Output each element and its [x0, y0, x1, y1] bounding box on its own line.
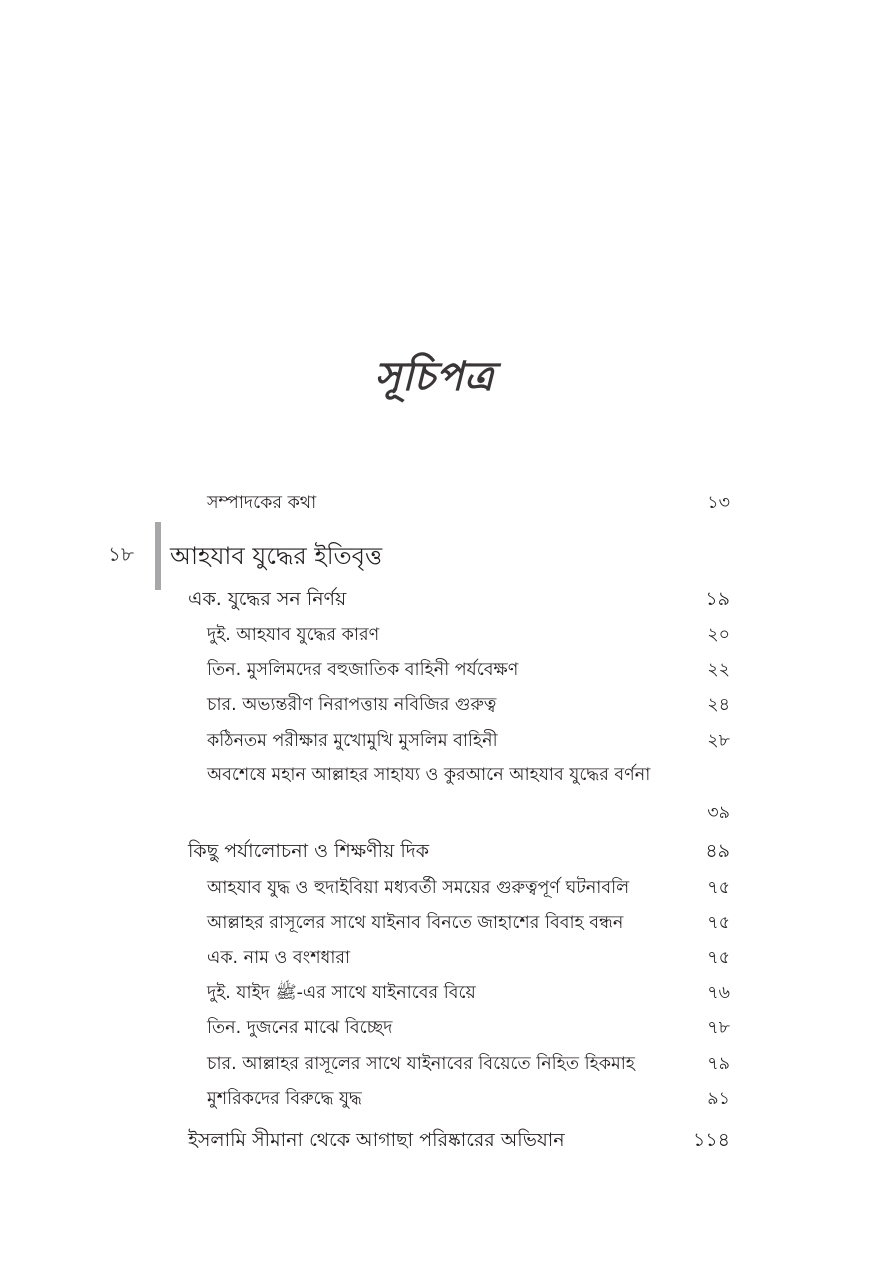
toc-entry[interactable]: [207, 944, 730, 974]
toc-entry[interactable]: [207, 1014, 730, 1044]
toc-entry[interactable]: [207, 874, 730, 904]
toc-entry-text: মুশরিকদের বিরুদ্ধে যুদ্ধ: [207, 1088, 362, 1109]
toc-entry[interactable]: [207, 489, 730, 519]
toc-entry-text: আহযাব যুদ্ধ ও হুদাইবিয়া মধ্যবর্তী সময়ের গুরুত্বপূর্ণ ঘটনাবলি: [207, 877, 630, 898]
toc-entry-page: ১৩: [707, 492, 730, 513]
toc-entry-page: ৯১: [707, 1088, 730, 1109]
toc-entry-text: তিন. মুসলিমদের বহুজাতিক বাহিনী পর্যবেক্ষণ: [207, 659, 519, 680]
toc-entry[interactable]: [207, 727, 730, 757]
toc-entry-text: চার. আল্লাহর রাসূলের সাথে যাইনাবের বিয়েতে নিহিত হিকমাহ: [207, 1053, 635, 1074]
chapter-heading: আহযাব যুদ্ধের ইতিবৃত্ত: [170, 542, 383, 570]
toc-entry-text: আল্লাহর রাসূলের সাথে যাইনাব বিনতে জাহাশের বিবাহ বন্ধন: [207, 912, 624, 933]
toc-entry-text: কঠিনতম পরীক্ষার মুখোমুখি মুসলিম বাহিনী: [207, 730, 498, 751]
toc-entry[interactable]: [207, 691, 730, 721]
toc-entry[interactable]: [207, 656, 730, 686]
toc-entry[interactable]: [207, 621, 730, 651]
toc-entry-page: ১৯: [705, 588, 730, 610]
toc-entry-text: দুই. আহযাব যুদ্ধের কারণ: [207, 624, 380, 645]
toc-entry-page: ৭৫: [707, 912, 730, 933]
toc-entry[interactable]: [207, 979, 730, 1009]
toc-entry-text: চার. অভ্যন্তরীণ নিরাপত্তায় নবিজির গুরুত্ব: [207, 694, 497, 715]
toc-entry-text: এক. নাম ও বংশধারা: [207, 947, 351, 968]
toc-entry-page: ৭৬: [707, 982, 730, 1003]
toc-entry-text: তিন. দুজনের মাঝে বিচ্ছেদ: [207, 1017, 393, 1038]
toc-entry-page: ৭৯: [707, 1053, 730, 1074]
page-title: সূচিপত্র: [374, 353, 495, 400]
toc-entry-text: কিছু পর্যালোচনা ও শিক্ষণীয় দিক: [188, 840, 430, 862]
toc-entry-page: ৭৫: [707, 947, 730, 968]
toc-entry[interactable]: [188, 838, 730, 868]
toc-entry[interactable]: [188, 586, 730, 616]
toc-entry-page: ৭৮: [707, 1017, 730, 1038]
toc-entry-text: সম্পাদকের কথা: [207, 492, 317, 513]
toc-entry-page: ৪৯: [705, 840, 730, 862]
toc-entry-page: ১১৪: [693, 1129, 730, 1151]
toc-entry-text: এক. যুদ্ধের সন নির্ণয়: [188, 588, 347, 610]
toc-entry-wrapped-text[interactable]: অবশেষে মহান আল্লাহর সাহায্য ও কুরআনে আহযাব যুদ্ধের বর্ণনা: [207, 765, 651, 785]
toc-entry[interactable]: [207, 909, 730, 939]
toc-entry-page: ৭৫: [707, 877, 730, 898]
side-page-number: ১৮: [108, 542, 134, 566]
toc-entry[interactable]: [207, 1085, 730, 1115]
toc-entry-page: ২২: [707, 659, 730, 680]
toc-entry-page: ২০: [707, 624, 730, 645]
toc-entry-text: ইসলামি সীমানা থেকে আগাছা পরিষ্কারের অভিযান: [188, 1129, 565, 1151]
toc-entry[interactable]: [188, 1127, 730, 1157]
toc-entry-page: ২৮: [707, 730, 730, 751]
toc-entry-page: ২৪: [707, 694, 730, 715]
toc-entry[interactable]: [207, 1050, 730, 1080]
toc-entry-wrapped-page: ৩৯: [707, 803, 730, 823]
toc-entry-text: দুই. যাইদ ﷺ-এর সাথে যাইনাবের বিয়ে: [207, 982, 476, 1003]
margin-rule: [155, 522, 161, 590]
